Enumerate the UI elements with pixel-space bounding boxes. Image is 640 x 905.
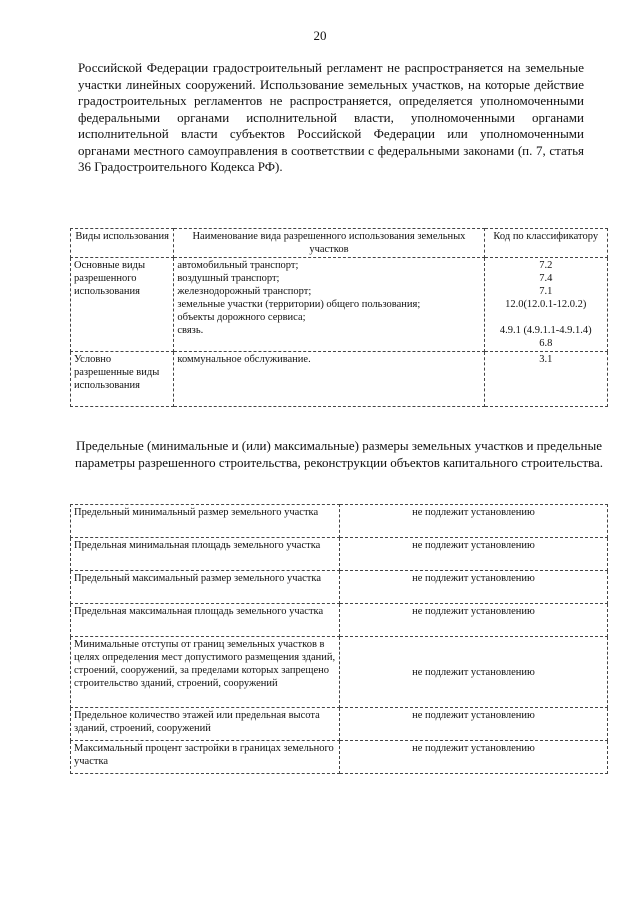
main-uses-label: Основные виды разрешенного использования bbox=[71, 258, 174, 352]
section-heading: Предельные (минимальные и (или) максимальные) размеры земельных участков и предельные параметры разрешенного строительства, реконструкции объектов капитального строительства. bbox=[74, 438, 603, 470]
header-kind: Виды использования bbox=[71, 229, 174, 258]
use-code: 7.4 bbox=[539, 273, 553, 284]
table-row bbox=[71, 708, 608, 741]
parameter-name: Предельная максимальная площадь земельного участка bbox=[71, 604, 340, 637]
parameter-value: не подлежит установлению bbox=[340, 538, 608, 571]
conditional-uses-label: Условно разрешенные виды использования bbox=[71, 352, 174, 407]
parameter-value: не подлежит установлению bbox=[340, 571, 608, 604]
parameter-value: не подлежит установлению bbox=[340, 505, 608, 538]
use-code: 7.2 bbox=[539, 260, 553, 271]
table-row bbox=[71, 538, 608, 571]
use-code: 6.8 bbox=[539, 338, 553, 349]
parameter-name: Предельное количество этажей или предельная высота зданий, строений, сооружений bbox=[71, 708, 340, 741]
table-header-row bbox=[71, 229, 608, 258]
use-name: связь. bbox=[177, 325, 204, 336]
main-uses-codes bbox=[484, 258, 607, 352]
table-row-conditional-uses bbox=[71, 352, 608, 407]
parameters-table bbox=[70, 504, 608, 774]
use-name: автомобильный транспорт; bbox=[177, 260, 299, 271]
parameter-value: не подлежит установлению bbox=[340, 604, 608, 637]
use-name: земельные участки (территории) общего пользования; bbox=[177, 299, 421, 310]
use-name: железнодорожный транспорт; bbox=[177, 286, 312, 297]
conditional-use-name: коммунальное обслуживание. bbox=[174, 352, 484, 407]
table-row bbox=[71, 571, 608, 604]
use-name: объекты дорожного сервиса; bbox=[177, 312, 306, 323]
parameter-value: не подлежит установлению bbox=[340, 741, 608, 774]
header-name: Наименование вида разрешенного использования земельных участков bbox=[174, 229, 484, 258]
intro-paragraph: Российской Федерации градостроительный регламент не распространяется на земельные участки линейных сооружений. Использование земельных участков, на которые действие градостроительных регламентов не распространяется, определяется уполномоченными федеральными органами исполнительной власти, уполномоченными органами исполнительной власти субъектов Российской Федерации или уполномоченными органами местного самоуправления в соответствии с федеральными законами (п. 7, статья 36 Градостроительного Кодекса РФ). bbox=[78, 60, 584, 174]
parameter-value: не подлежит установлению bbox=[340, 708, 608, 741]
conditional-use-code: 3.1 bbox=[484, 352, 607, 407]
table-row bbox=[71, 741, 608, 774]
table-row bbox=[71, 604, 608, 637]
use-name: воздушный транспорт; bbox=[177, 273, 280, 284]
parameter-value: не подлежит установлению bbox=[340, 637, 608, 708]
use-code: 4.9.1 (4.9.1.1-4.9.1.4) bbox=[499, 325, 592, 336]
permitted-uses-table bbox=[70, 228, 608, 407]
header-code: Код по классификатору bbox=[484, 229, 607, 258]
parameter-name: Предельная минимальная площадь земельного участка bbox=[71, 538, 340, 571]
parameter-name: Максимальный процент застройки в границах земельного участка bbox=[71, 741, 340, 774]
use-code: 7.1 bbox=[539, 286, 553, 297]
parameter-name: Предельный минимальный размер земельного участка bbox=[71, 505, 340, 538]
parameter-name: Минимальные отступы от границ земельных участков в целях определения мест допустимого размещения зданий, строений, сооружений, за пределами которых запрещено строительство зданий, строений, сооружений bbox=[71, 637, 340, 708]
main-uses-names bbox=[174, 258, 484, 352]
page-number: 20 bbox=[313, 28, 327, 43]
table-row-main-uses bbox=[71, 258, 608, 352]
use-code: 12.0(12.0.1-12.0.2) bbox=[505, 299, 587, 310]
table-row bbox=[71, 505, 608, 538]
table-row bbox=[71, 637, 608, 708]
parameter-name: Предельный максимальный размер земельного участка bbox=[71, 571, 340, 604]
